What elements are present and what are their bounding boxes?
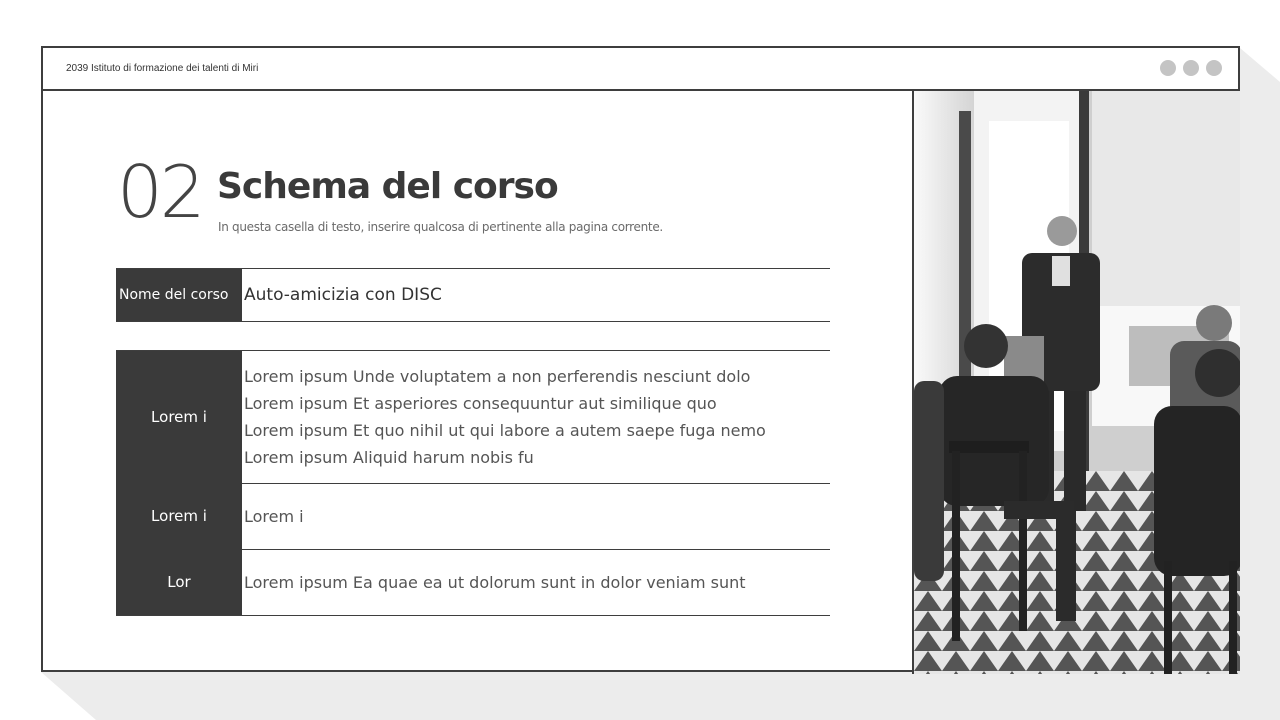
course-name-value: Auto-amicizia con DISC — [244, 284, 442, 305]
window-dot-icon[interactable] — [1183, 60, 1199, 76]
window-dot-icon[interactable] — [1160, 60, 1176, 76]
detail-row-label: Lorem i — [116, 351, 242, 483]
detail-line: Lorem ipsum Et asperiores consequuntur aut similique quo — [244, 394, 717, 413]
page-subtitle: In questa casella di testo, inserire qualcosa di pertinente alla pagina corrente. — [218, 220, 663, 234]
detail-row-value — [242, 483, 830, 549]
slide-window — [41, 46, 1240, 672]
presentation-photo-icon — [914, 91, 1240, 674]
detail-line: Lorem ipsum Unde voluptatem a non perferendis nesciunt dolo — [244, 367, 751, 386]
course-name-row — [116, 268, 830, 322]
detail-line: Lorem ipsum Et quo nihil ut qui labore a autem saepe fuga nemo — [244, 421, 766, 440]
detail-row — [116, 483, 830, 550]
window-title: 2039 Istituto di formazione dei talenti di Miri — [66, 63, 259, 74]
detail-row-value — [242, 351, 830, 483]
title-bar — [43, 48, 1238, 91]
section-number: 02 — [117, 150, 203, 234]
detail-row-label: Lor — [116, 549, 242, 615]
detail-row — [116, 350, 830, 484]
detail-line: Lorem ipsum Aliquid harum nobis fu — [244, 448, 534, 467]
presentation-photo — [912, 91, 1240, 674]
detail-row-value — [242, 549, 830, 615]
detail-row — [116, 549, 830, 616]
window-controls — [1160, 60, 1222, 76]
detail-line: Lorem i — [244, 506, 304, 526]
detail-row-label: Lorem i — [116, 483, 242, 549]
course-name-label: Nome del corso — [116, 269, 242, 321]
window-dot-icon[interactable] — [1206, 60, 1222, 76]
detail-line: Lorem ipsum Ea quae ea ut dolorum sunt in dolor veniam sunt — [244, 572, 746, 592]
page-title: Schema del corso — [217, 166, 558, 207]
